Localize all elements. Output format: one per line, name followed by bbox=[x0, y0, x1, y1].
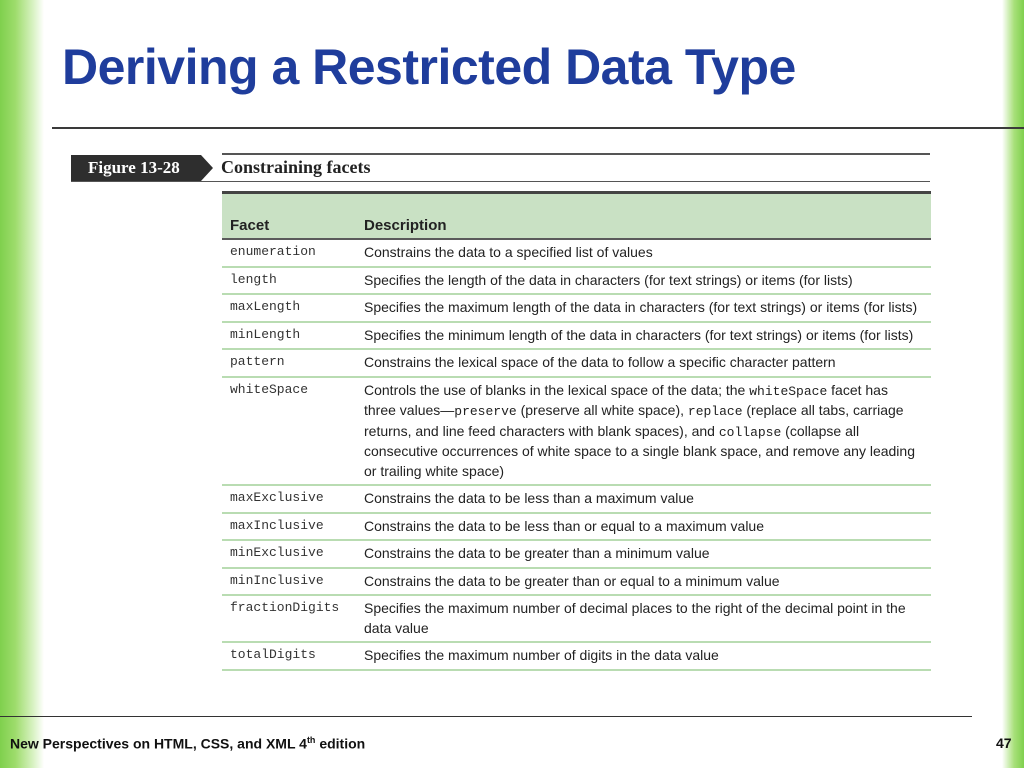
facet-name: enumeration bbox=[230, 244, 316, 259]
figure-caption: Constraining facets bbox=[221, 157, 371, 177]
facet-name: minLength bbox=[230, 326, 301, 342]
facet-description: Constrains the data to be less than or equal to a maximum value bbox=[364, 517, 764, 534]
facet-name: minExclusive bbox=[230, 545, 324, 560]
facet-name: maxInclusive bbox=[230, 517, 324, 533]
slide-title: Deriving a Restricted Data Type bbox=[62, 39, 796, 95]
description-text: (replace all tabs, carriage returns, and line feed characters with blank spaces), and bbox=[364, 402, 904, 439]
facets-table bbox=[222, 191, 931, 671]
table-row bbox=[222, 350, 931, 378]
table-row bbox=[222, 295, 931, 323]
footer-superscript: th bbox=[306, 735, 316, 745]
facet-description: Specifies the maximum length of the data in characters (for text strings) or items (for lists) bbox=[364, 299, 918, 315]
code-term: whiteSpace bbox=[749, 383, 828, 399]
table-row bbox=[222, 323, 931, 351]
table-row bbox=[222, 240, 931, 268]
facet-name: maxExclusive bbox=[230, 490, 324, 505]
facet-description: Constrains the data to a specified list of values bbox=[364, 244, 653, 260]
table-row bbox=[222, 643, 931, 671]
facet-name: pattern bbox=[230, 354, 285, 369]
table-row bbox=[222, 268, 931, 296]
description-text: (preserve all white space), bbox=[516, 402, 688, 418]
table-row bbox=[222, 514, 931, 542]
header-facet: Facet bbox=[230, 217, 270, 234]
facet-description: Constrains the data to be less than a maximum value bbox=[364, 490, 694, 506]
facet-description: Constrains the data to be greater than a minimum value bbox=[364, 545, 710, 561]
description-text: Controls the use of blanks in the lexical space of the data; the bbox=[364, 381, 750, 398]
title-divider bbox=[52, 127, 1024, 129]
figure-top-rule bbox=[222, 153, 930, 155]
code-term: collapse bbox=[718, 424, 782, 440]
description-text: facet has three values— bbox=[364, 381, 888, 418]
left-green-bar bbox=[0, 0, 44, 768]
facet-description: Constrains the data to be greater than or equal to a minimum value bbox=[364, 572, 780, 589]
footer-book-title bbox=[10, 735, 365, 752]
figure-bottom-rule bbox=[71, 181, 930, 182]
table-row bbox=[222, 596, 931, 643]
facet-name: maxLength bbox=[230, 299, 301, 314]
table-row bbox=[222, 378, 931, 487]
header-description: Description bbox=[364, 217, 447, 234]
facet-description: Constrains the lexical space of the data to follow a specific character pattern bbox=[364, 354, 836, 370]
facet-name: whiteSpace bbox=[230, 381, 309, 397]
code-term: preserve bbox=[454, 404, 517, 419]
table-row bbox=[222, 541, 931, 569]
facet-name: totalDigits bbox=[230, 647, 316, 662]
table-row bbox=[222, 486, 931, 514]
figure-label: Figure 13-28 bbox=[71, 155, 201, 181]
facet-description: Specifies the maximum number of decimal places to the right of the decimal point in the data value bbox=[364, 600, 906, 636]
right-green-bar bbox=[1002, 0, 1024, 768]
facet-description bbox=[364, 381, 931, 482]
table-row bbox=[222, 569, 931, 597]
table-body bbox=[222, 240, 931, 671]
figure-label-arrow bbox=[201, 155, 213, 181]
footer-text-main: New Perspectives on HTML, CSS, and XML 4 bbox=[10, 735, 307, 752]
facet-name: fractionDigits bbox=[230, 600, 340, 615]
facet-description: Specifies the length of the data in characters (for text strings) or items (for lists) bbox=[364, 271, 853, 288]
description-text: (collapse all consecutive occurrences of white space to a single blank space, and remove any leading or trailing white space) bbox=[364, 422, 915, 479]
facet-description: Specifies the maximum number of digits in the data value bbox=[364, 647, 719, 663]
footer-text-end: edition bbox=[315, 735, 366, 752]
table-header-row bbox=[222, 194, 931, 240]
code-term: replace bbox=[687, 404, 743, 419]
footer-divider bbox=[0, 716, 972, 717]
facet-name: minInclusive bbox=[230, 572, 324, 588]
facet-description: Specifies the minimum length of the data in characters (for text strings) or items (for lists) bbox=[364, 326, 914, 343]
facet-name: length bbox=[230, 271, 277, 287]
page-number: 47 bbox=[996, 735, 1012, 751]
